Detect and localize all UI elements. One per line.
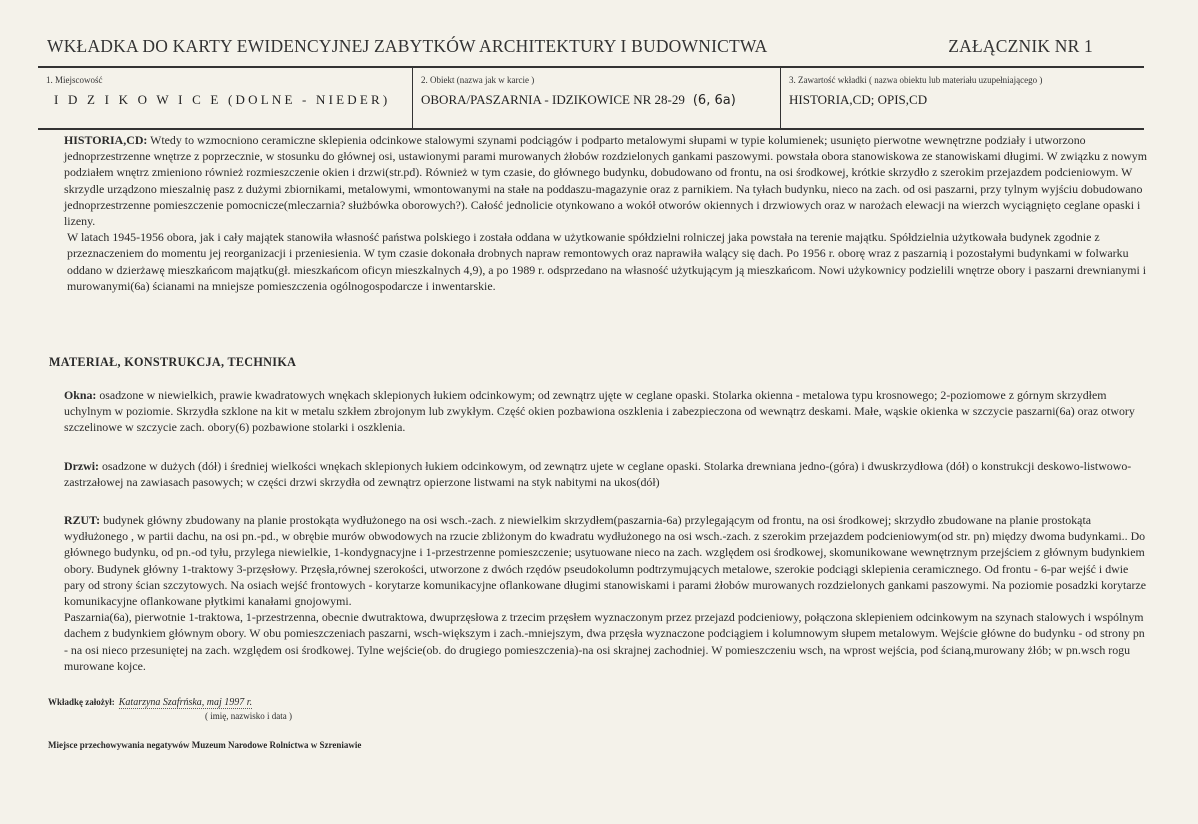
plan-text-1: budynek główny zbudowany na planie prostokąta wydłużonego na osi wsch.-zach. z niewielkim skrzydłem(paszarnia-6a) przylegającym od frontu, na osi środkowej; skrzydło zbudowane na planie prostokąta wydłużonego , w partii dachu, na osi pn.-pd., w obrębie murów obwodowych na rzucie zbliżonym do kwadratu wydłużonego na osi wsch.-zach. z szerokim przejazdem podcieniowym(od str. pn) między dwoma budynkami.. Do głównego budynku, od pn.-od tyłu, przylega niewielkie, 1-kondygnacyjne i 1-przestrzenne pomieszczenie; usytuowane nieco na zach. względem osi środkowej, skomunikowane wewnętrznym przejściem z głównym budynkiem obory. Budynek główny 1-traktowy 3-przęsłowy. Przęsła,równej szerokości, utworzone z dwóch rzędów pseudokolumn podtrzymujących metalowe, szerokie podciągi sklepienia ceramicznego. Od frontu - 6-par wejść i dwie pary od strony ścian szczytowych. Na osiach wejść frontowych - korytarze komunikacyjne oflankowane długimi stanowiskami i parami żłobów murowanych rozdzielonych gankami paszowymi. Na poziomie posadzki korytarze komunikacyjne oflankowane płytkimi kanałami gnojowymi.: [64, 513, 1147, 609]
author-label: Wkładkę założył:: [48, 697, 115, 707]
windows-section: [47, 387, 1147, 436]
windows-paragraph: [47, 387, 1147, 436]
windows-label: Okna:: [64, 388, 97, 402]
author-signature: Katarzyna Szafrńska, maj 1997 r.: [118, 697, 253, 708]
plan-text-2: Paszarnia(6a), pierwotnie 1-traktowa, 1-przestrzenna, obecnie dwutraktowa, dwuprzęsłowa z trzecim przęsłem wyznaczonym przez przejazd podcieniowy, połączona sklepieniem odcinkowym na szynach stalowych i wspólnym dachem z budynkiem głównym obory. W obu pomieszczeniach paszarni, wsch-większym i zach.-mniejszym, dwa przęsła wyznaczone podciągiem i kolumnowym słupem metalowym. Wejście główne do budynku - od strony pn - na osi nieco przesuniętej na zach. względem osi środkowej. Tylne wejście(ob. do drugiego pomieszczenia)-na osi skrajnej zachodniej. W pomieszczeniu wsch, na wprost wejścia, pod ścianą,murowany żłób; w pn.wsch rogu murowane kojce.: [64, 610, 1145, 673]
author-hint: ( imię, nazwisko i data ): [205, 711, 292, 721]
doors-label: Drzwi:: [64, 459, 99, 473]
content-value: HISTORIA,CD; OPIS,CD: [789, 92, 928, 107]
plan-paragraph-1: [47, 512, 1147, 609]
object-value-row: [421, 92, 774, 108]
plan-section: [47, 512, 1147, 674]
history-text-1: Wtedy to wzmocniono ceramiczne sklepienia odcinkowe stalowymi szynami podciągów i podparto metalowymi słupami w typie kolumienek; usunięto pierwotne wewnętrzne podziały i utworzono jednoprzestrzenne wnętrze z poprzecznie, w stosunku do głównej osi, ustawionymi parami murowanych żłobów rozdzielonych gankami paszowymi. powstała obora stanowiskowa ze stanowiskami długimi. W związku z nowym podziałem wnętrz zmieniono również rozmieszczenie okien i drzwi(str.pd). Również w tym czasie, do głównego budynku, dobudowano od frontu, na osi środkowej, krótkie skrzydło z szerokim przejazdem podcieniowym. W skrzydle urządzono mieszalnię pasz z dużymi zbiornikami, metalowymi, wmontowanymi na stałe na poddaszu-magazynie oraz z parnikiem. Na tyłach budynku, nieco na zach. od osi paszarni, przy tylnym wyjściu dobudowano jednoprzestrzenne pomieszczenie pomocnicze(mleczarnia? służbówka oborowych?). Całość jednolicie otynkowano a wokół otworów okiennych i drzwiowych oraz w narożach elewacji na wierzch wyciągnięto ceglane opaski i lizeny.: [64, 133, 1147, 229]
content-cell: [780, 68, 1144, 128]
place-label: 1. Miejscowość: [46, 75, 103, 85]
plan-paragraph-2: [47, 609, 1147, 674]
history-lead: HISTORIA,CD:: [64, 133, 148, 147]
history-paragraph-1: [47, 132, 1147, 229]
handwritten-note: (6, 6a): [692, 93, 736, 108]
content-label: 3. Zawartość wkładki ( nazwa obiektu lub materiału uzupełniającego ): [789, 75, 1043, 85]
object-cell: [412, 68, 780, 128]
history-paragraph-2: [47, 229, 1147, 294]
history-section: [47, 132, 1147, 294]
page-title: WKŁADKA DO KARTY EWIDENCYJNEJ ZABYTKÓW ARCHITEKTURY I BUDOWNICTWA: [47, 36, 768, 56]
doors-paragraph: [47, 458, 1147, 490]
title-row: [47, 36, 1093, 60]
storage-note: Miejsce przechowywania negatywów Muzeum Narodowe Rolnictwa w Szreniawie: [48, 740, 362, 750]
object-label: 2. Obiekt (nazwa jak w karcie ): [421, 75, 535, 85]
history-text-2: W latach 1945-1956 obora, jak i cały majątek stanowiła własność państwa polskiego i została oddana w użytkowanie spółdzielni rolniczej jaka powstała na terenie majątku. Spółdzielnia użytkowała budynek zgodnie z przeznaczeniem do momentu jej reorganizacji i przeniesienia. W tym czasie dokonała drobnych napraw remontowych oraz naprawiła walący się dach. Po 1956 r. oborę wraz z paszarnią i pozostałymi budynkami w folwarku oddano w dzierżawę mieszkańcom majątku(gł. mieszkańcom oficyn mieszkalnych 4,9), a po 1989 r. odsprzedano na własność użytkującym ją mieszkańcom. Nowi użykownicy podzielili wnętrze obory i paszarni drewnianymi i murowanymi(6a) ścianami na mniejsze pomieszczenia ogólnogospodarcze i inwentarskie.: [67, 230, 1147, 293]
doors-text: osadzone w dużych (dół) i średniej wielkości wnękach sklepionych łukiem odcinkowym, od zewnątrz ujete w ceglane opaski. Stolarka drewniana jedno-(góra) i dwuskrzydłowa (dół) o konstrukcji deskowo-listwowo-zastrzałowej na zawiasach pasowych; w części drzwi skrzydła od zewnątrz opierzone listwami na styk nabitymi na ukos(dół): [64, 459, 1132, 490]
header-table: [38, 66, 1144, 130]
doors-section: [47, 458, 1147, 490]
place-cell: [38, 68, 412, 128]
place-value: I D Z I K O W I C E (DOLNE - NIEDER): [54, 92, 391, 107]
material-heading: MATERIAŁ, KONSTRUKCJA, TECHNIKA: [49, 355, 297, 369]
object-value: OBORA/PASZARNIA - IDZIKOWICE NR 28-29: [421, 92, 685, 107]
author-line: [48, 697, 252, 708]
attachment-number: ZAŁĄCZNIK NR 1: [948, 36, 1093, 56]
windows-text: osadzone w niewielkich, prawie kwadratowych wnękach sklepionych łukiem odcinkowym; od zewnątrz ujęte w ceglane opaski. Stolarka okienna - metalowa typu krosnowego; 2-poziomowe z górnym skrzydłem uchylnym w poziomie. Skrzydła szklone na kit w metalu szkłem zbrojonym lub zwykłym. Część okien pozbawiona oszklenia i zabezpieczona od wewnątrz deskami. Małe, wąskie okienka w szczycie paszarni(6a) oraz otwory szczelinowe w szczycie zach. obory(6) pozbawione stolarki i oszklenia.: [64, 388, 1135, 435]
plan-label: RZUT:: [64, 513, 101, 527]
